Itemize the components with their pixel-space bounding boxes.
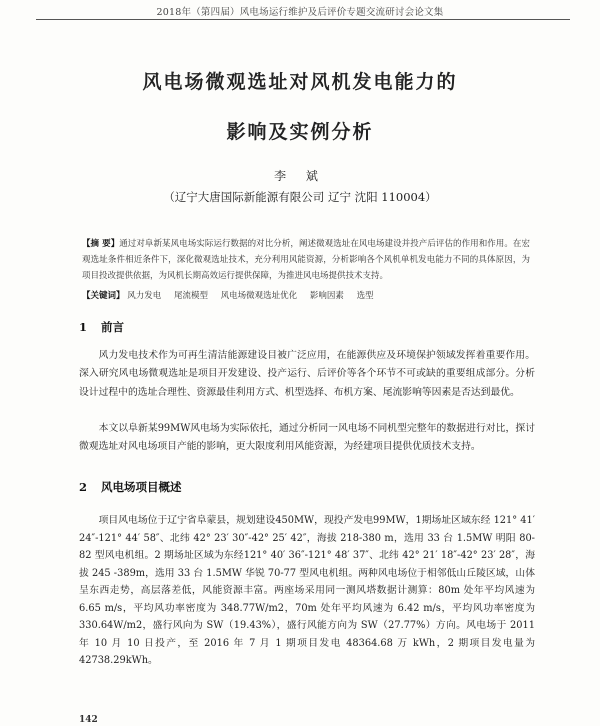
section-heading-introduction <box>79 319 124 335</box>
author-name: 李 斌 <box>274 169 326 183</box>
section-title: 风电场项目概述 <box>101 480 182 494</box>
paragraph: 本文以阜新某99MW风电场为实际依托，通过分析同一风电场不同机型完整年的数据进行对比，探讨微观选址对风电场项目产能的影响，更大限度利用风能资源，为经建项目提供优质技术支持。 <box>79 423 535 453</box>
keywords-label: 【关键词】 <box>82 291 125 301</box>
section-title: 前言 <box>101 320 124 334</box>
section-heading-project-overview <box>79 479 182 495</box>
abstract-text: 通过对阜新某风电场实际运行数据的对比分析，阐述微观选址在风电场建设并投产后评估的作用和作用。在宏观选址条件相近条件下，深化微观选址技术，充分利用风能资源，分析影响各个风机单机发电能力不同的具体原因，为项目投改提供依据，为风机长期高效运行提供保障，为推进风电场提供技术支持。 <box>82 239 530 281</box>
paragraph: 项目风电场位于辽宁省阜蒙县，规划建设450MW，现投产发电99MW，1期场址区域东经 121° 41′ 24″-121° 44′ 58″、北纬 42° 23′ 30″-42° 25′ 42″，海拔 218-380 m，选用 33 台 1.5MW 明阳 80-82 型风电机组。2 期场址区域为东经121° 40′ 36″-121° 48′ 37″、北纬 42° 21′ 18″-42° 23′ 28″，海拔 245 -389m，选用 33 台 1.5MW 华锐 70-77 型风电机组。两种风电场位于相邻低山丘陵区域，山体呈东西走势，高层落差低，风能资源丰富。两座场采用同一测风塔数据计测算：80m 处年平均风速为 6.65 m/s，平均风功率密度为 348.77W/m2，70m 处年平均风速为 6.42 m/s，平均风功率密度为 330.64W/m2，盛行风向为 SW（19.43%），盛行风能方向为 SW（27.77%）方向。风电场于 2011 年 10 月 10 日投产，至 2016 年 7 月 1 期项目发电 48364.68 万 kWh，2 期项目发电量为 42738.29kWh。 <box>79 515 535 666</box>
author-affiliation: （辽宁大唐国际新能源有限公司 辽宁 沈阳 110004） <box>163 190 437 204</box>
section-number: 1 <box>79 320 88 334</box>
paper-title-line-2: 影响及实例分析 <box>226 121 374 143</box>
keyword-item: 选型 <box>356 291 374 301</box>
keyword-item: 风力发电 <box>127 291 162 301</box>
keyword-item: 风电场微观选址优化 <box>220 291 298 301</box>
header-divider <box>36 19 570 20</box>
paragraph: 风力发电技术作为可再生清洁能源建设目被广泛应用，在能源供应及环境保护领域发挥着重要作用。深入研究风电场微观选址是项目开发建设、投产运行、后评价等各个环节不可或缺的重要组成部分。分析设计过程中的选址合理性、资源最佳利用方式、机型选择、布机方案、尾流影响等因素是否达到最优。 <box>79 350 535 398</box>
abstract-label: 【摘 要】 <box>82 239 120 249</box>
running-header: 2018年（第四届）风电场运行维护及后评价专题交流研讨会论文集 <box>156 7 444 18</box>
keywords <box>82 289 530 303</box>
page-number: 142 <box>79 715 98 725</box>
abstract <box>82 236 530 284</box>
keyword-item: 影响因素 <box>309 291 344 301</box>
keyword-item: 尾流模型 <box>173 291 208 301</box>
paper-title-line-1: 风电场微观选址对风机发电能力的 <box>142 71 458 93</box>
section-number: 2 <box>79 480 88 494</box>
